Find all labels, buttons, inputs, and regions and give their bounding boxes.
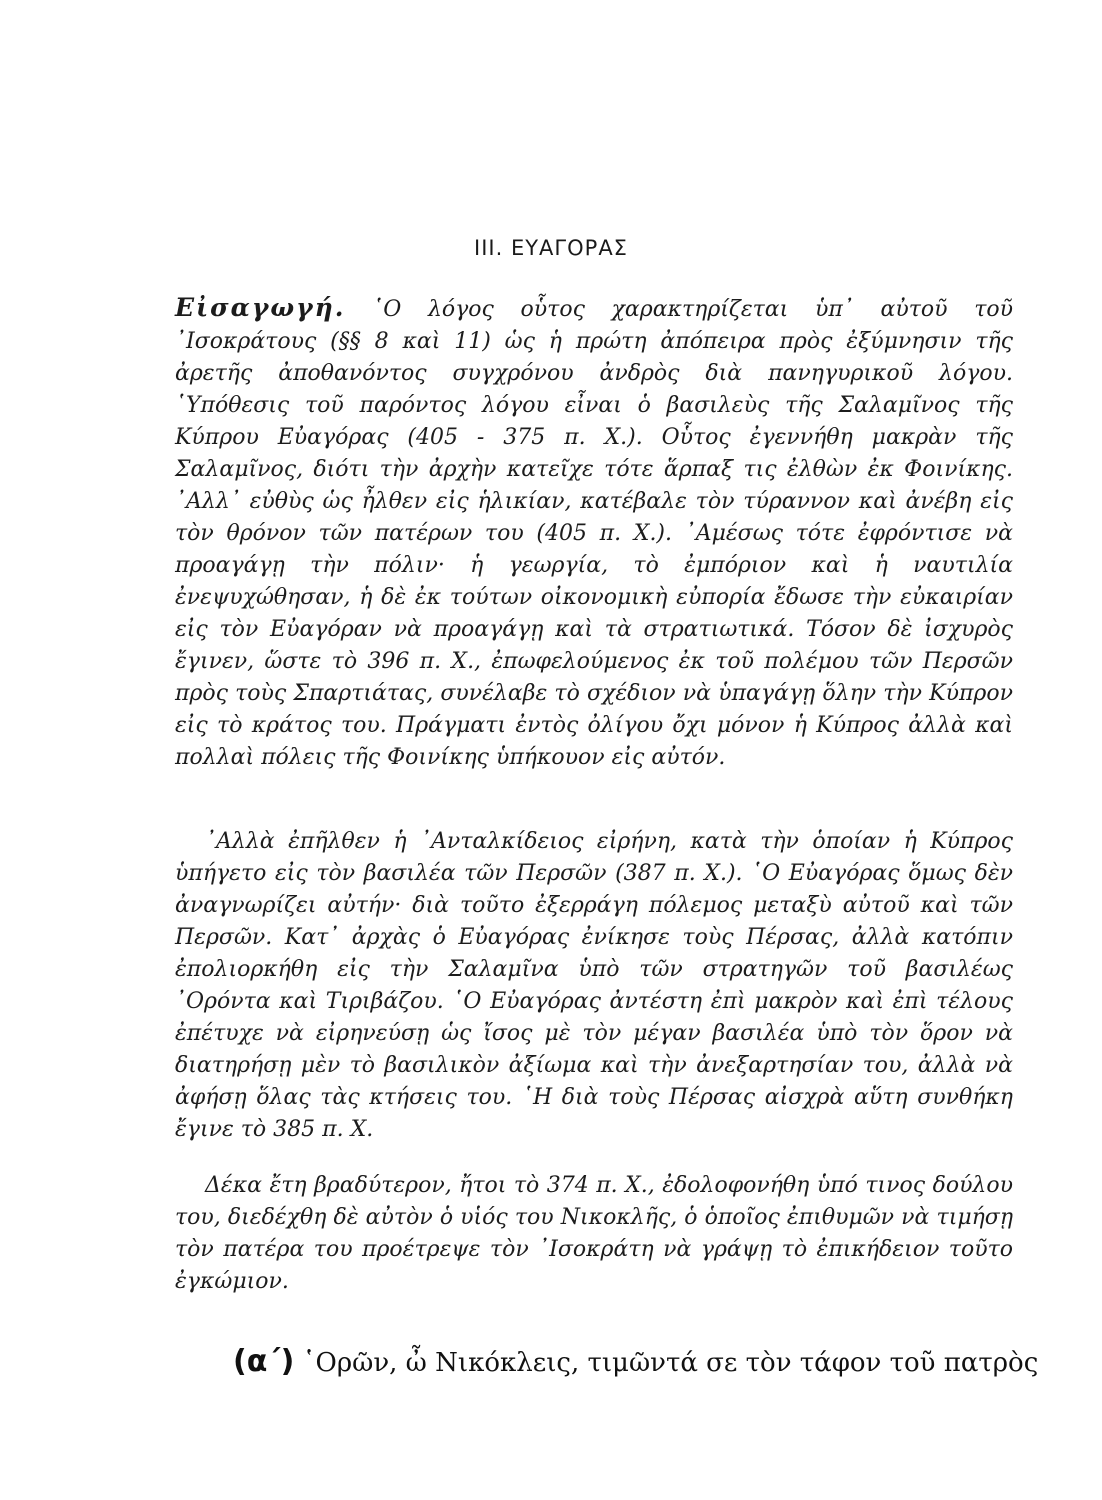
introduction-label: Εἰσαγωγή. <box>175 293 346 322</box>
section-label: (α΄) <box>233 1344 295 1379</box>
introduction-paragraph-2: ᾽Αλλὰ ἐπῆλθεν ἡ ᾽Ανταλκίδειος εἰρήνη, κατὰ τὴν ὁποίαν ἡ Κύπρος ὑπήγετο εἰς τὸν βασιλέα τῶν Περσῶν (387 π. Χ.). ῾Ο Εὐαγόρας ὅμως δὲν ἀναγνωρίζει αὐτήν· διὰ τοῦτο ἐξερράγη πόλεμος μεταξὺ αὐτοῦ καὶ τῶν Περσῶν. Κατ᾽ ἀρχὰς ὁ Εὐαγόρας ἐνίκησε τοὺς Πέρσας, ἀλλὰ κατόπιν ἐπολιορκήθη εἰς τὴν Σαλαμῖνα ὑπὸ τῶν στρατηγῶν τοῦ βασιλέως ᾽Ορόντα καὶ Τιριβάζου. ῾Ο Εὐαγόρας ἀντέστη ἐπὶ μακρὸν καὶ ἐπὶ τέλους ἐπέτυχε νὰ εἰρηνεύσῃ ὡς ἴσος μὲ τὸν μέγαν βασιλέα ὑπὸ τὸν ὅρον νὰ διατηρήσῃ μὲν τὸ βασιλικὸν ἀξίωμα καὶ τὴν ἀνεξαρτησίαν του, ἀλλὰ νὰ ἀφήσῃ ὅλας τὰς κτήσεις του. ῾Η διὰ τοὺς Πέρσας αἰσχρὰ αὕτη συνθήκη ἔγινε τὸ 385 π. Χ. <box>175 829 1013 1142</box>
text-line: ῾Ορῶν, ὦ Νικόκλεις, τιμῶντά σε τὸν τάφον τοῦ πατρὸς <box>302 1348 1039 1378</box>
introduction-paragraph-3: Δέκα ἔτη βραδύτερον, ἤτοι τὸ 374 π. Χ., ἐδολοφονήθη ὑπό τινος δούλου του, διεδέχθη δὲ αὐτὸν ὁ υἱός του Νικοκλῆς, ὁ ὁποῖος ἐπιθυμῶν νὰ τιμήσῃ τὸν πατέρα του προέτρεψε τὸν ᾽Ισοκράτη νὰ γράψῃ τὸ ἐπικήδειον τοῦτο ἐγκώμιον. <box>175 1173 1013 1294</box>
chapter-title: III. ΕΥΑΓΟΡΑΣ <box>474 236 628 260</box>
introduction-paragraph-1-text: ῾Ο λόγος οὗτος χαρακτηρίζεται ὑπ᾽ αὐτοῦ τοῦ ᾽Ισοκράτους (§§ 8 καὶ 11) ὡς ἡ πρώτη ἀπόπειρα πρὸς ἐξύμνησιν τῆς ἀρετῆς ἀποθανόντος συγχρόνου ἀνδρὸς διὰ πανηγυρικοῦ λόγου. ῾Υπόθεσις τοῦ παρόντος λόγου εἶναι ὁ βασιλεὺς τῆς Σαλαμῖνος τῆς Κύπρου Εὐαγόρας (405 - 375 π. Χ.). Οὗτος ἐγεννήθη μακρὰν τῆς Σαλαμῖνος, διότι τὴν ἀρχὴν κατεῖχε τότε ἅρπαξ τις ἐλθὼν ἐκ Φοινίκης. ᾽Αλλ᾽ εὐθὺς ὡς ἦλθεν εἰς ἡλικίαν, κατέβαλε τὸν τύραννον καὶ ἀνέβη εἰς τὸν θρόνον τῶν πατέρων του (405 π. Χ.). ᾽Αμέσως τότε ἐφρόντισε νὰ προαγάγῃ τὴν πόλιν· ἡ γεωργία, τὸ ἐμπόριον καὶ ἡ ναυτιλία ἐνεψυχώθησαν, ἡ δὲ ἐκ τούτων οἰκονομικὴ εὐπορία ἔδωσε τὴν εὐκαιρίαν εἰς τὸν Εὐαγόραν νὰ προαγάγῃ καὶ τὰ στρατιωτικά. Τόσον δὲ ἰσχυρὸς ἔγινεν, ὥστε τὸ 396 π. Χ., ἐπωφελούμενος ἐκ τοῦ πολέμου τῶν Περσῶν πρὸς τοὺς Σπαρτιάτας, συνέλαβε τὸ σχέδιον νὰ ὑπαγάγῃ ὅλην τὴν Κύπρον εἰς τὸ κράτος του. Πράγματι ἐντὸς ὀλίγου ὄχι μόνον ἡ Κύπρος ἀλλὰ καὶ πολλαὶ πόλεις τῆς Φοινίκης ὑπήκουον εἰς αὐτόν. <box>175 297 1013 770</box>
text-first-line <box>233 1344 1039 1380</box>
introduction-paragraph-1 <box>175 292 1013 774</box>
